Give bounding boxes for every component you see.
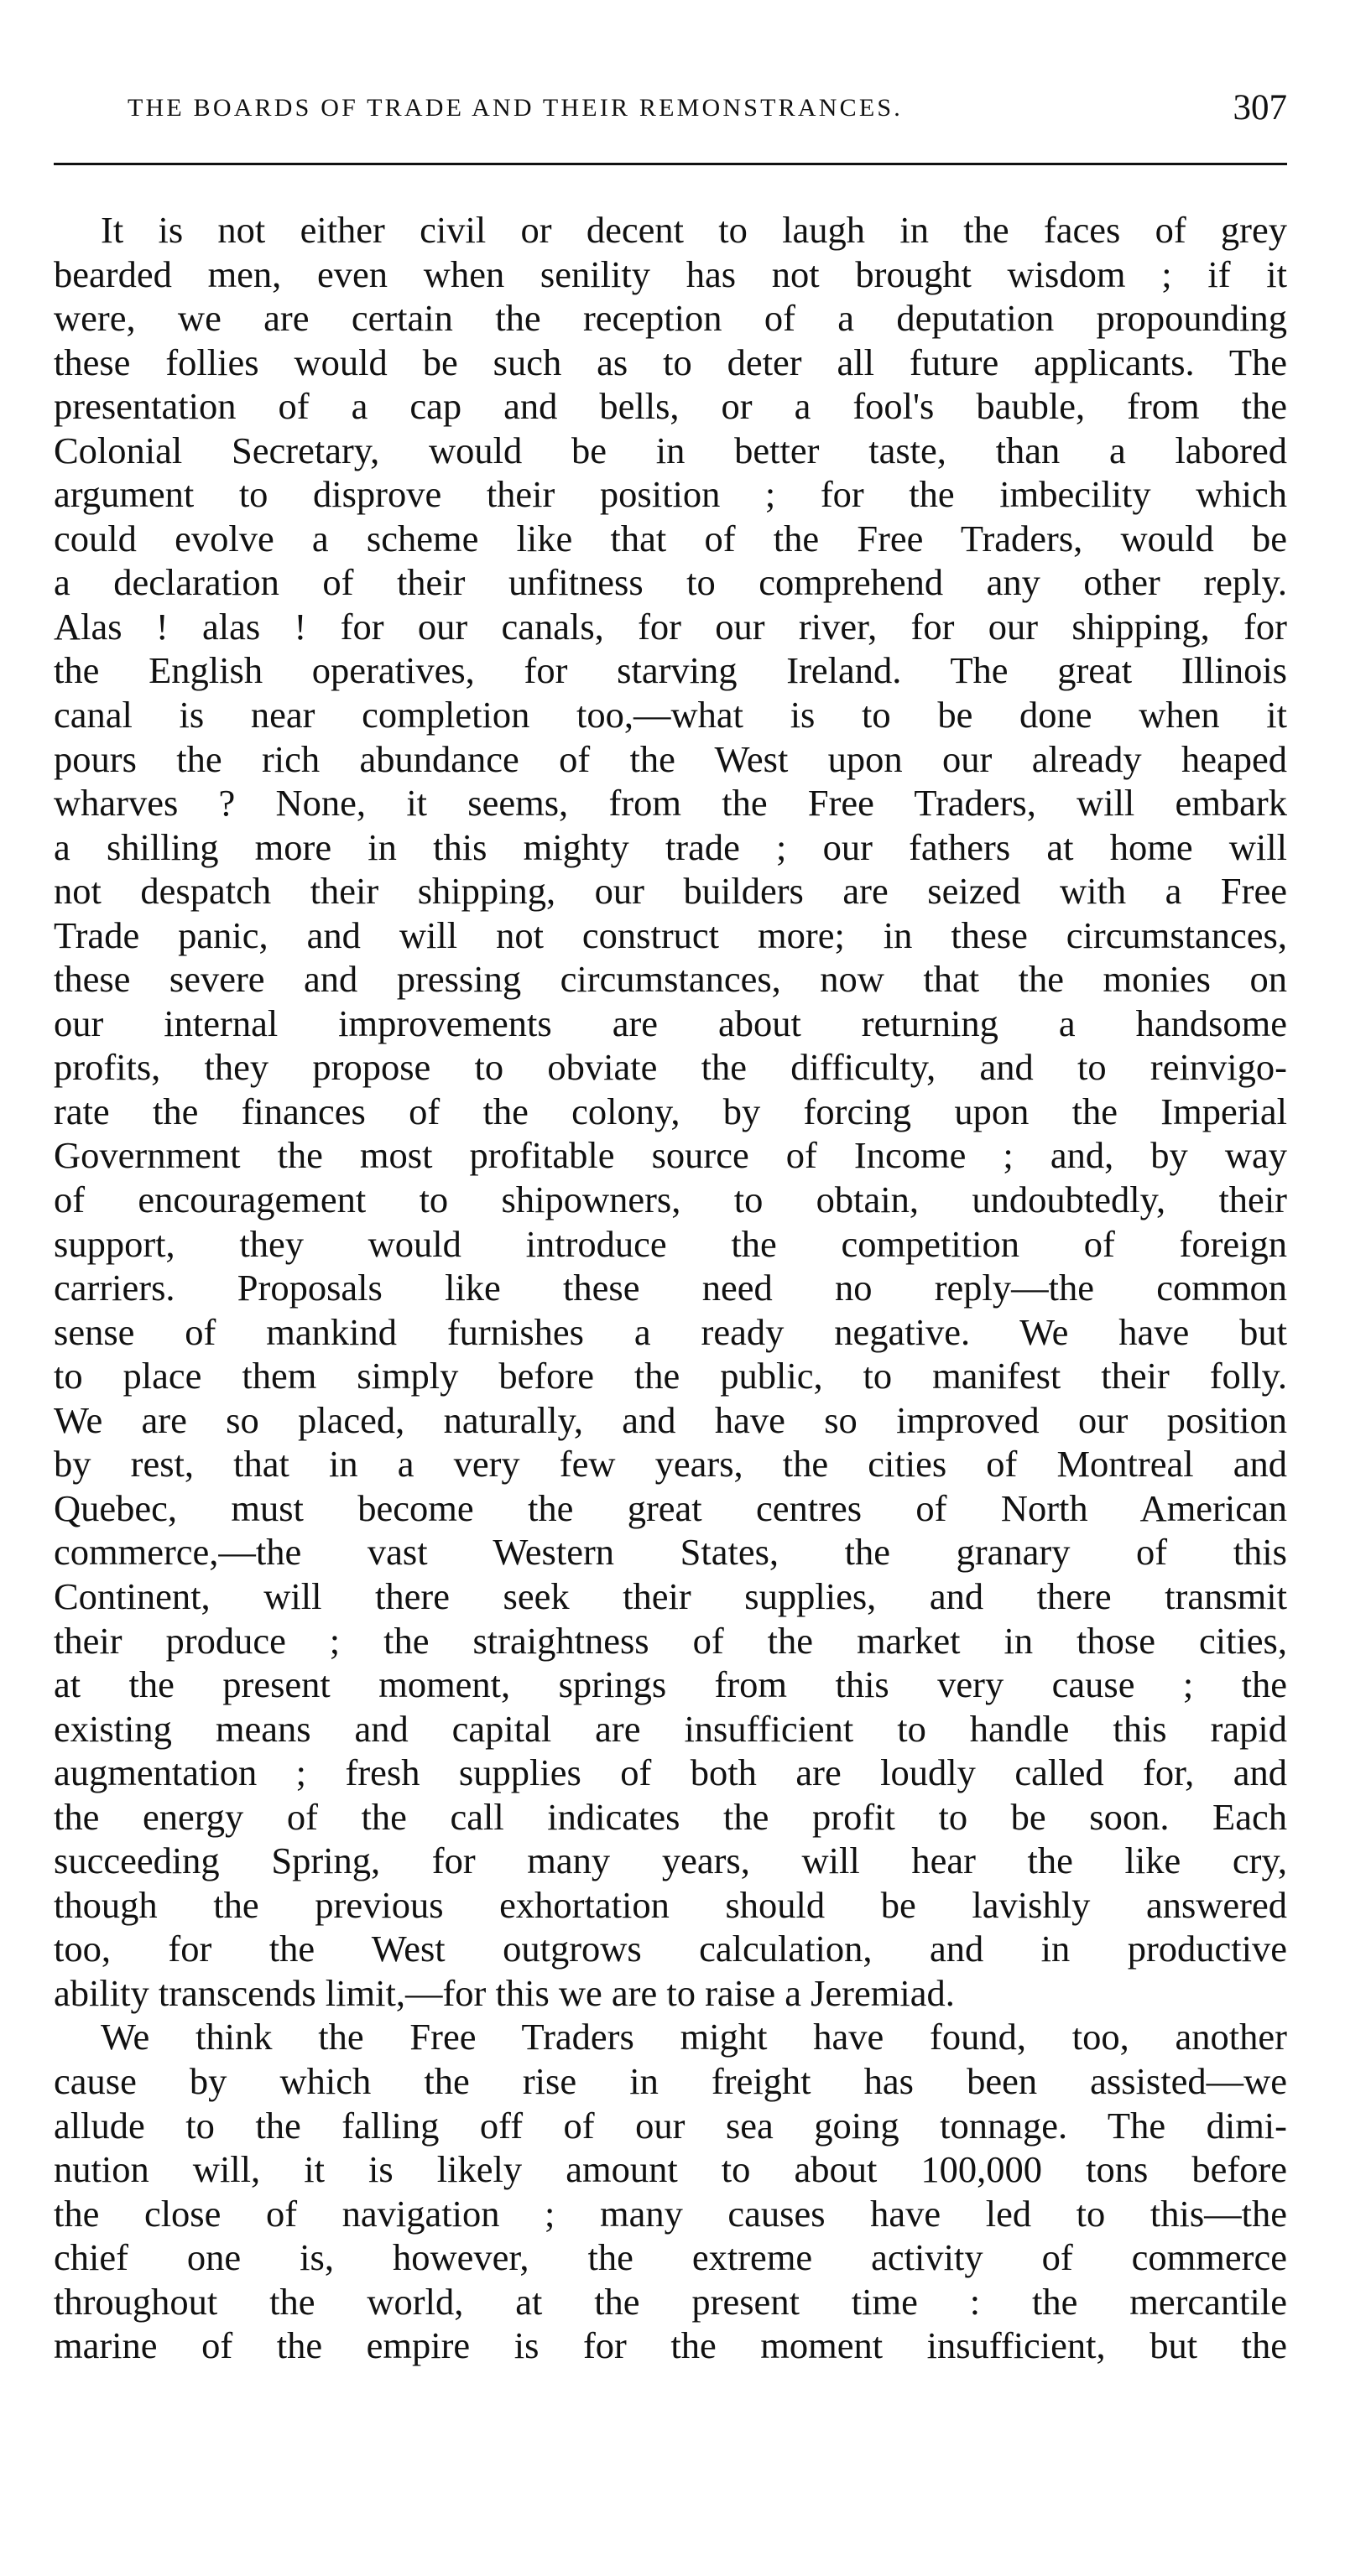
text-line: cause by which the rise in freight has been assisted—we bbox=[54, 2059, 1287, 2102]
text-line: profits, they propose to obviate the difficulty, and to reinvigo- bbox=[54, 1046, 1287, 1089]
text-line: a declaration of their unfitness to comprehend any other reply. bbox=[54, 561, 1287, 604]
text-line: sense of mankind furnishes a ready negative. We have but bbox=[54, 1310, 1287, 1353]
text-line: We think the Free Traders might have found, too, another bbox=[101, 2016, 1287, 2058]
text-line: Government the most profitable source of Income ; and, by way bbox=[54, 1134, 1287, 1177]
text-line: It is not either civil or decent to laugh in the faces of grey bbox=[101, 209, 1287, 251]
text-line: Alas ! alas ! for our canals, for our river, for our shipping, for bbox=[54, 605, 1287, 648]
text-line: presentation of a cap and bells, or a fool's bauble, from the bbox=[54, 385, 1287, 428]
page-number: 307 bbox=[1233, 88, 1287, 127]
text-line: could evolve a scheme like that of the Free Traders, would be bbox=[54, 517, 1287, 559]
paragraph bbox=[54, 2015, 1287, 2367]
text-line: the close of navigation ; many causes have led to this—the bbox=[54, 2192, 1287, 2235]
text-line: these follies would be such as to deter all future applicants. The bbox=[54, 341, 1287, 383]
text-line: allude to the falling off of our sea going tonnage. The dimi- bbox=[54, 2104, 1287, 2147]
text-line: commerce,—the vast Western States, the granary of this bbox=[54, 1531, 1287, 1574]
page-header bbox=[54, 87, 1287, 138]
text-line: augmentation ; fresh supplies of both are loudly called for, and bbox=[54, 1751, 1287, 1794]
text-line: a shilling more in this mighty trade ; our fathers at home will bbox=[54, 825, 1287, 868]
text-line: these severe and pressing circumstances, now that the monies on bbox=[54, 958, 1287, 1001]
text-line: ability transcends limit,—for this we are to raise a Jeremiad. bbox=[54, 1971, 955, 2014]
header-rule bbox=[54, 163, 1287, 165]
text-line: to place them simply before the public, to manifest their folly. bbox=[54, 1355, 1287, 1397]
text-line: succeeding Spring, for many years, will hear the like cry, bbox=[54, 1840, 1287, 1882]
text-line: pours the rich abundance of the West upon our already heaped bbox=[54, 737, 1287, 780]
text-line: argument to disprove their position ; for the imbecility which bbox=[54, 473, 1287, 516]
text-line: Colonial Secretary, would be in better taste, than a labored bbox=[54, 429, 1287, 471]
text-line: the energy of the call indicates the profit to be soon. Each bbox=[54, 1795, 1287, 1838]
text-line: the English operatives, for starving Ireland. The great Illinois bbox=[54, 649, 1287, 692]
text-line: Quebec, must become the great centres of North American bbox=[54, 1486, 1287, 1529]
text-line: our internal improvements are about returning a handsome bbox=[54, 1002, 1287, 1044]
document-page bbox=[54, 0, 1287, 2576]
text-line: of encouragement to shipowners, to obtain, undoubtedly, their bbox=[54, 1179, 1287, 1221]
text-line: existing means and capital are insufficient to handle this rapid bbox=[54, 1707, 1287, 1750]
text-line: We are so placed, naturally, and have so improved our position bbox=[54, 1398, 1287, 1441]
text-line: Trade panic, and will not construct more; in these circumstances, bbox=[54, 913, 1287, 956]
text-line: support, they would introduce the competition of foreign bbox=[54, 1222, 1287, 1265]
text-line: by rest, that in a very few years, the cities of Montreal and bbox=[54, 1443, 1287, 1486]
text-line: their produce ; the straightness of the market in those cities, bbox=[54, 1619, 1287, 1662]
text-line: too, for the West outgrows calculation, and in productive bbox=[54, 1928, 1287, 1970]
running-head: THE BOARDS OF TRADE AND THEIR REMONSTRANCES. bbox=[128, 94, 903, 122]
text-line: bearded men, even when senility has not brought wisdom ; if it bbox=[54, 252, 1287, 295]
text-line: Continent, will there seek their supplies, and there transmit bbox=[54, 1574, 1287, 1617]
text-line: though the previous exhortation should be lavishly answered bbox=[54, 1883, 1287, 1926]
text-line: carriers. Proposals like these need no reply—the common bbox=[54, 1267, 1287, 1309]
body-text bbox=[54, 208, 1287, 2368]
text-line: at the present moment, springs from this very cause ; the bbox=[54, 1663, 1287, 1706]
text-line: can⁠al is near completion too,—what is to be done when it bbox=[54, 694, 1287, 736]
text-line: wharves ? None, it seems, from the Free Traders, will embark bbox=[54, 782, 1287, 825]
text-line: not despatch their shipping, our builders are seized with a Free bbox=[54, 870, 1287, 913]
text-line: chief one is, however, the extreme activity of commerce bbox=[54, 2236, 1287, 2279]
text-line: throughout the world, at the present time : the mercantile bbox=[54, 2280, 1287, 2323]
text-line: marine of the empire is for the moment insufficient, but the bbox=[54, 2324, 1287, 2367]
paragraph bbox=[54, 208, 1287, 2015]
text-line: nution will, it is likely amount to about 100,000 tons before bbox=[54, 2148, 1287, 2191]
text-line: were, we are certain the reception of a deputation propounding bbox=[54, 297, 1287, 340]
text-line: rate the finances of the colony, by forcing upon the Imperial bbox=[54, 1090, 1287, 1132]
